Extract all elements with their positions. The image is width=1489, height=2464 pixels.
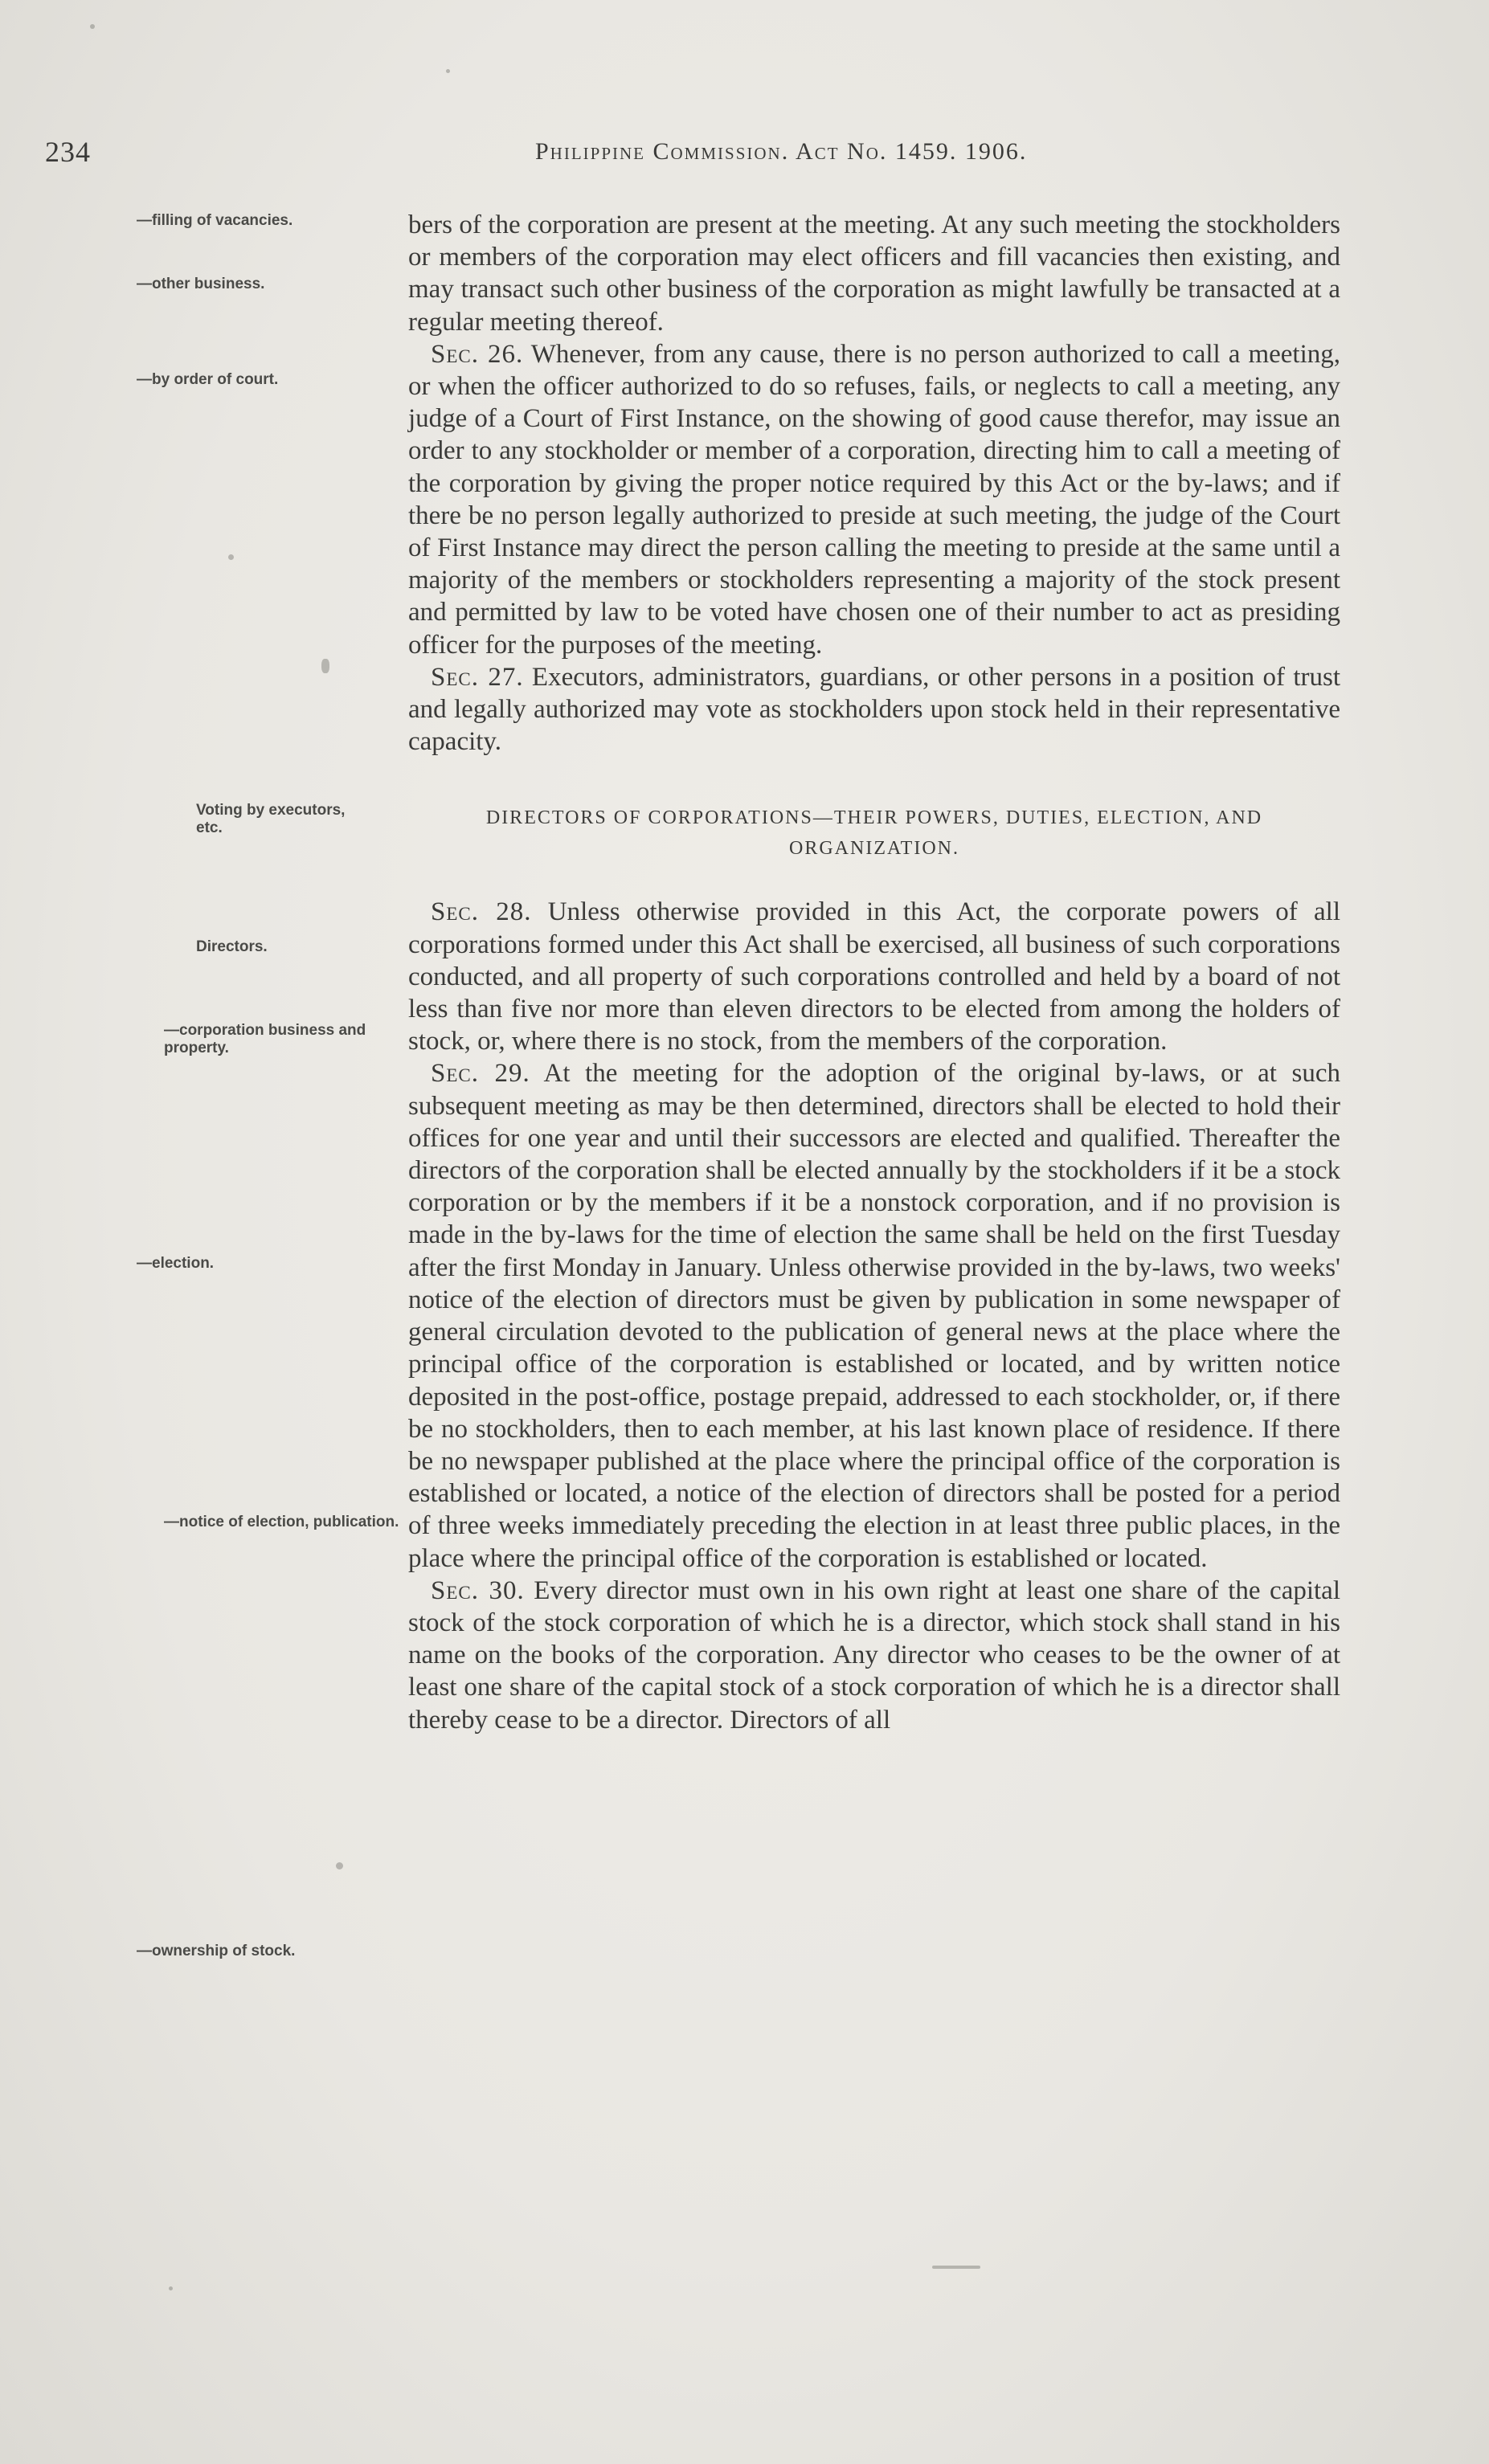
section-label: Sec. 29. xyxy=(431,1059,530,1089)
margin-note-by-order-of-court: —by order of court. xyxy=(137,371,279,388)
section-label: Sec. 27. xyxy=(431,662,524,692)
section-heading: DIRECTORS OF CORPORATIONS—THEIR POWERS, DUTIES, ELECTION, AND ORGANIZATION. xyxy=(485,807,1263,860)
section-text: At the meeting for the adoption of the original by-laws, or at such subsequent meeting as may be then determined, directors shall be elected to hold their offices for one year and until their successors are elected and qualified. Thereafter the directors of the corporation shall be elected annually by the stockholders if it be a stock corporation or by the members if it be a nonstock corporation, and if no provision is made in the by-laws for the time of election the same shall be held on the first Tuesday after the first Monday in January. Unless otherwise provided in the by-laws, two weeks' notice of the election of directors must be given by publication in some newspaper of general circulation devoted to the publication of general news at the place where the principal office of the corporation is established or located, and by written notice deposited in the post-office, postage prepaid, addressed to each stockholder, or, if there be no stockholders, then to each member, at his last known place of residence. If there be no newspaper published at the place where the principal office of the corporation is established or located, a notice of the election of directors shall be posted for a period of three weeks immediately preceding the election in at least three public places, in the place where the principal office of the corporation is established or located. xyxy=(408,1059,1340,1573)
section-text: Every director must own in his own right at least one share of the capital stock of the stock corporation of which he is a director, which stock shall stand in his name on the books of the corporation. Any director who ceases to be the owner of at least one share of the capital stock of a stock corporation of which he is a director shall thereby cease to be a director. Directors of all xyxy=(408,1575,1340,1735)
continued-paragraph: bers of the corporation are present at the meeting. At any such meeting the stockholders or members of the corporation may elect officers and fill vacancies then existing, and may transact such other business of the corporation as might lawfully be transacted at a regular meeting thereof. xyxy=(408,210,1340,337)
section-label: Sec. 28. xyxy=(431,897,532,927)
margin-note-filling-vacancies: —filling of vacancies. xyxy=(137,212,293,229)
margin-note-voting-by-executors: Voting by executors, etc. xyxy=(196,802,346,836)
section-label: Sec. 30. xyxy=(431,1575,525,1605)
margin-note-directors: Directors. xyxy=(196,938,268,955)
section-29 xyxy=(408,1057,1340,1574)
scan-speck xyxy=(446,69,450,73)
section-30 xyxy=(408,1575,1340,1736)
section-text: Unless otherwise provided in this Act, the corporate powers of all corporations formed under this Act shall be exercised, all business of such corporations conducted, and all property of such corporations controlled and held by a board of not less than five nor more than eleven directors to be elected from among the holders of stock, or, where there is no stock, from the members of the corporation. xyxy=(408,897,1341,1056)
section-26 xyxy=(408,338,1340,661)
margin-note-other-business: —other business. xyxy=(137,276,265,292)
page-number: 234 xyxy=(45,136,91,168)
scan-speck xyxy=(228,554,234,560)
body-text xyxy=(408,209,1340,1736)
scan-speck xyxy=(932,2266,980,2269)
margin-note-ownership-of-stock: —ownership of stock. xyxy=(137,1943,296,1959)
scan-speck xyxy=(169,2286,173,2290)
section-27 xyxy=(408,661,1340,758)
section-text: Whenever, from any cause, there is no person authorized to call a meeting, or when the officer authorized to do so refuses, fails, or neglects to call a meeting, any judge of a Court of First Instance, on the showing of good cause therefor, may issue an order to any stockholder or member of a corporation, directing him to call a meeting of the corporation by giving the proper notice required by this Act or the by-laws; and if there be no person legally authorized to preside at such meeting, the judge of the Court of First Instance may direct the person calling the meeting to preside at the same until a majority of the members or stockholders representing a majority of the stock present and permitted by law to be voted have chosen one of their number to act as presiding officer for the purposes of the meeting. xyxy=(408,339,1341,660)
section-text: Executors, administrators, guardians, or other persons in a position of trust and legally authorized may vote as stockholders upon stock held in their representative capacity. xyxy=(408,662,1340,757)
scan-speck xyxy=(90,24,95,29)
margin-note-corporation-business: —corporation business and property. xyxy=(164,1022,366,1056)
scan-speck xyxy=(336,1862,343,1869)
margin-note-election: —election. xyxy=(137,1255,215,1272)
running-title: Philippine Commission. Act No. 1459. 1906. xyxy=(535,138,1028,165)
margin-note-notice-of-election: —notice of election, publication. xyxy=(164,1514,399,1530)
scan-speck xyxy=(321,659,329,673)
running-head xyxy=(45,135,1331,183)
section-28 xyxy=(408,896,1340,1057)
section-label: Sec. 26. xyxy=(431,339,524,369)
